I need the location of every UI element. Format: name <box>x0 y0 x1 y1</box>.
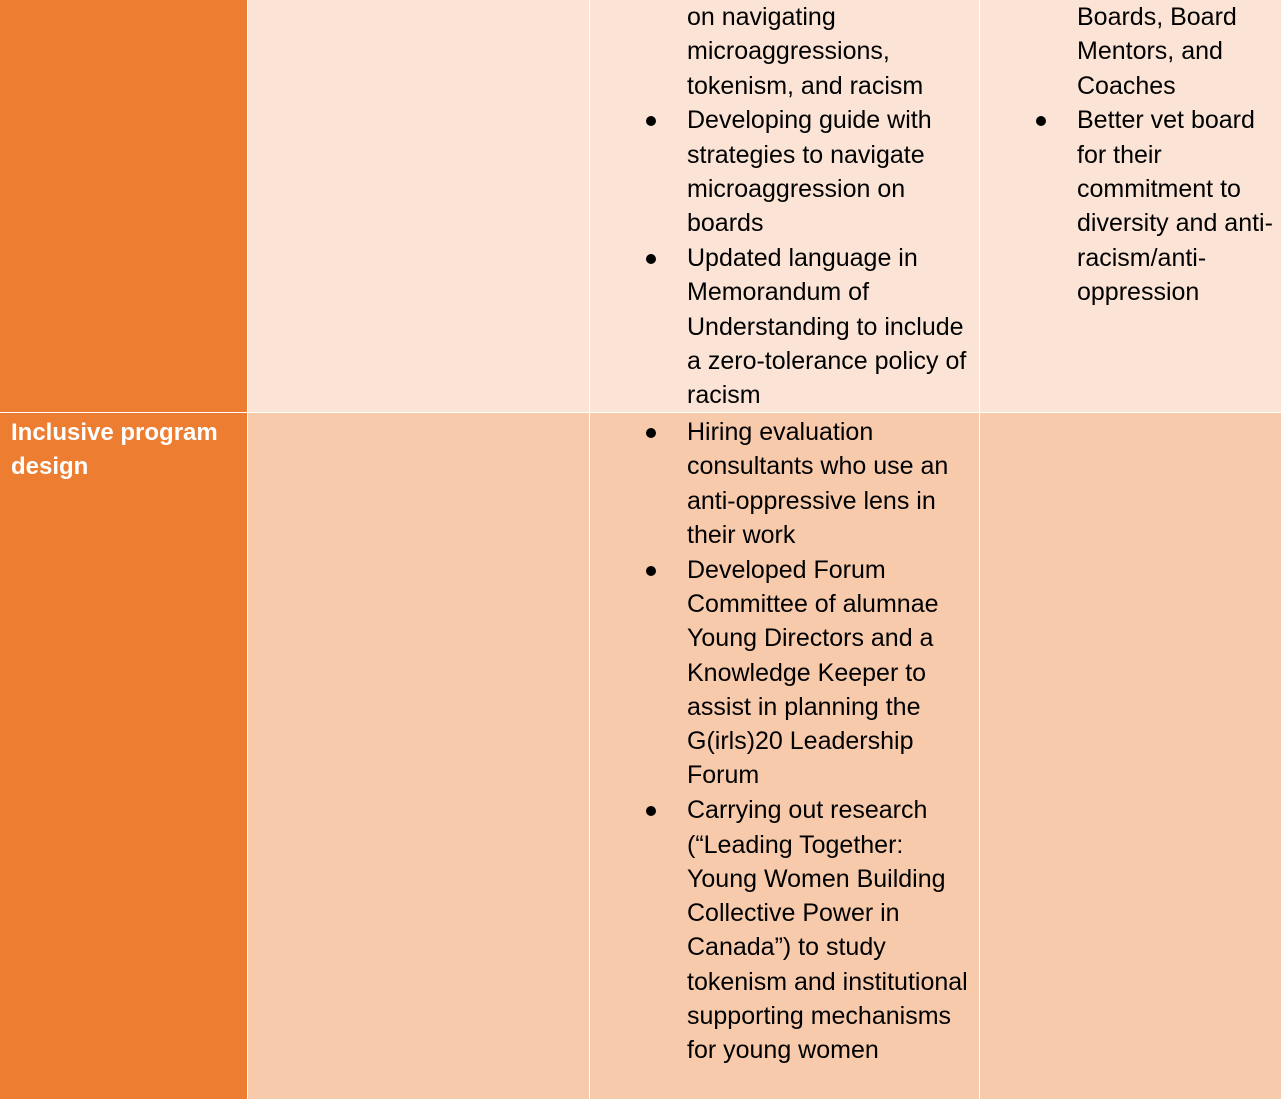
table-cell-actions <box>590 413 979 1099</box>
bullet-list <box>687 0 972 412</box>
table-cell-next-steps <box>980 0 1281 412</box>
row-header: Inclusive program design <box>11 419 218 480</box>
list-item: Developing guide with strategies to navigate microaggression on boards <box>687 103 972 240</box>
list-item-continued: on navigating microaggressions, tokenism, and racism <box>687 3 924 100</box>
table-row <box>0 413 1281 1099</box>
bullet-list <box>1077 0 1277 310</box>
table-cell-empty <box>248 413 589 1099</box>
row-header-cell <box>0 0 247 412</box>
list-item: Better vet board for their commitment to diversity and anti-racism/anti-oppression <box>1077 103 1277 309</box>
list-item: Developed Forum Committee of alumnae Young Directors and a Knowledge Keeper to assist in planning the G(irls)20 Leadership Forum <box>687 553 972 793</box>
list-item: Carrying out research (“Leading Together: Young Women Building Collective Power in Canada”) to study tokenism and institutional supporting mechanisms for young women <box>687 793 972 1067</box>
table-cell-empty <box>980 413 1281 1099</box>
list-item: Hiring evaluation consultants who use an anti-oppressive lens in their work <box>687 415 972 552</box>
list-item-continued: Boards, Board Mentors, and Coaches <box>1077 3 1237 100</box>
table-row <box>0 0 1281 412</box>
list-item: Updated language in Memorandum of Understanding to include a zero-tolerance policy of racism <box>687 241 972 412</box>
table-cell-empty <box>248 0 589 412</box>
row-header-cell <box>0 413 247 1099</box>
table-cell-actions <box>590 0 979 412</box>
bullet-list <box>687 415 972 1068</box>
